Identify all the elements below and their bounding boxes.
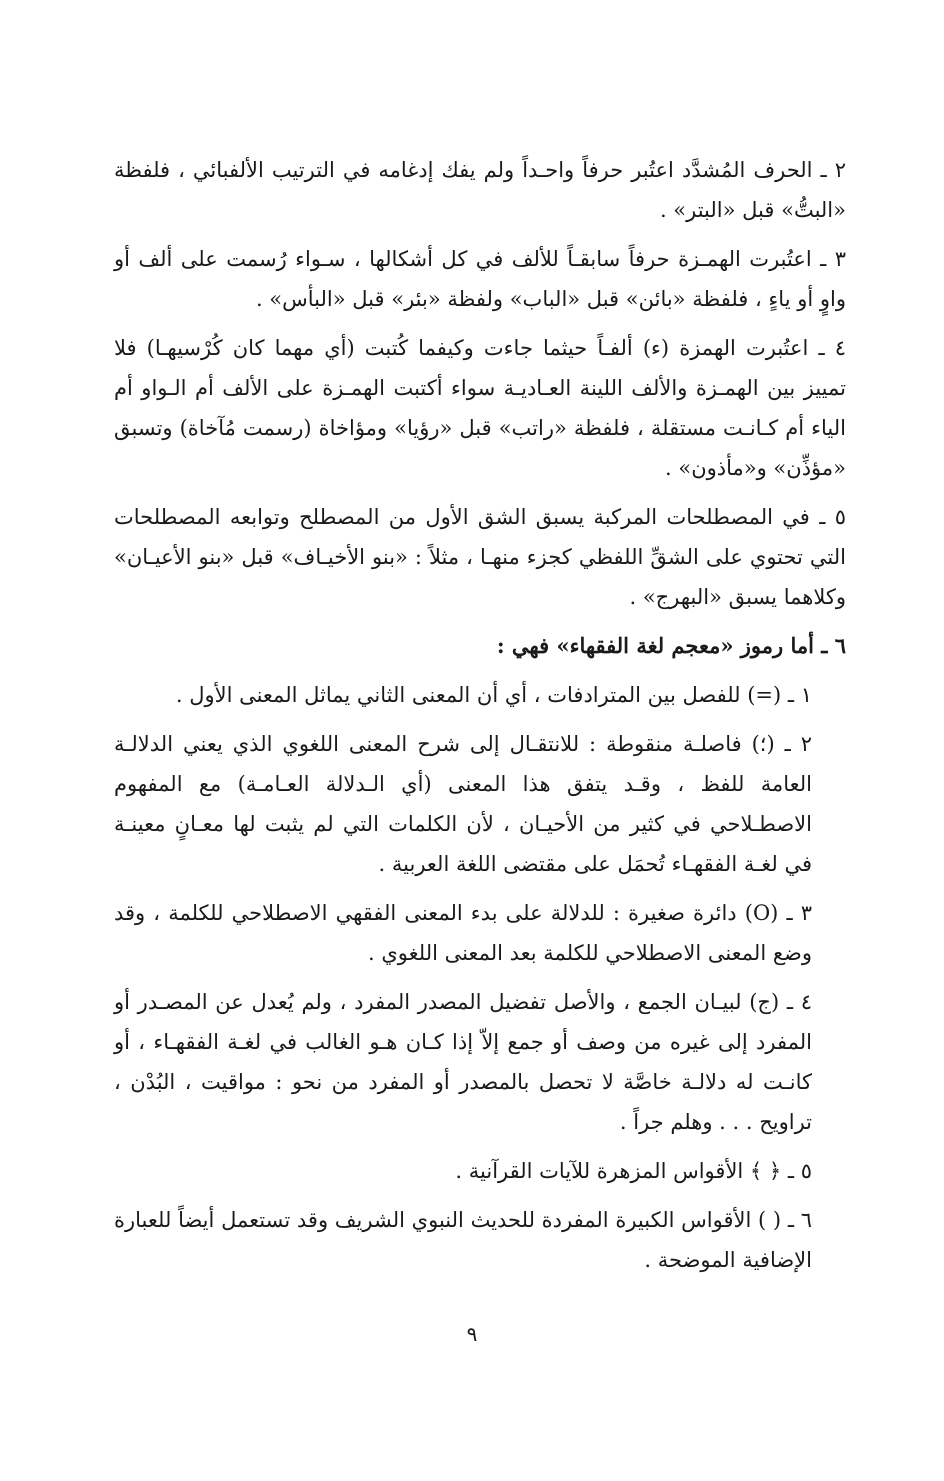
rule-3: ٣ ـ اعتُبرت الهمـزة حرفاً سابقـاً للألف في كل أشكالها ، سـواء رُسمت على ألف أو واوٍ أو ياءٍ ، فلفظة «بائن» قبل «الباب» ولفظة «بئر» قبل «البأس» .: [114, 247, 846, 311]
symbol-ornate-brackets: ٥ ـ ﴿ ﴾ الأقواس المزهرة للآيات القرآنية .: [455, 1159, 812, 1183]
symbol-jeem: ٤ ـ (ج) لبيـان الجمع ، والأصل تفضيل المصدر المفرد ، ولم يُعدل عن المصـدر أو المفرد إلى غيره من وصف أو جمع إلاّ إذا كـان هـو الغالب في لغـة الفقهـاء ، أو كانـت له دلالـة خاصَّة لا تحصل بالمصدر أو المفرد من نحو : مواقيت ، البُدْن ، تراويح . . . وهلم جراً .: [114, 990, 812, 1134]
page-number: ٩: [466, 1322, 478, 1346]
rule-4: ٤ ـ اعتُبرت الهمزة (ء) ألفـاً حيثما جاءت وكيفما كُتبت (أي مهما كان كُرْسيهـا) فلا تمييز بين الهمـزة والألف اللينة العـاديـة سواء أكتبت الهمـزة على الألف أم الـواو أم الياء أم كـانـت مستقلة ، فلفظة «راتب» قبل «رؤيا» ومؤاخاة (رسمت مُآخاة) وتسبق «مؤذِّن» و«مأذون» .: [114, 336, 846, 480]
rule-2: ٢ ـ الحرف المُشدَّد اعتُبر حرفاً واحـداً ولم يفك إدغامه في الترتيب الألفبائي ، فلفظة «البتُّ» قبل «البتر» .: [114, 158, 846, 222]
symbols-heading: ٦ ـ أما رموز «معجم لغة الفقهاء» فهي :: [496, 633, 846, 658]
symbol-semicolon: ٢ ـ (؛) فاصلـة منقوطة : للانتقـال إلى شرح المعنى اللغوي الذي يعني الدلالـة العامة للفظ ، وقـد يتفق هذا المعنى (أي الـدلالة العـامـة) مع المفهوم الاصطـلاحي في كثير من الأحيـان ، لأن الكلمات التي لم يثبت لها معـانٍ معينـة في لغـة الفقهـاء تُحمَل على مقتضى اللغة العربية .: [114, 732, 812, 876]
symbol-circle: ٣ ـ (O) دائرة صغيرة : للدلالة على بدء المعنى الفقهي الاصطلاحي للكلمة ، وقد وضع المعنى الاصطلاحي للكلمة بعد المعنى اللغوي .: [114, 901, 812, 965]
page-body: [114, 150, 846, 1289]
rule-5: ٥ ـ في المصطلحات المركبة يسبق الشق الأول من المصطلح وتوابعه المصطلحات التي تحتوي على الشقِّ اللفظي كجزء منهـا ، مثلاً : «بنو الأخيـاف» قبل «بنو الأعيـان» وكلاهما يسبق «البهرج» .: [114, 505, 846, 609]
symbol-parentheses: ٦ ـ ( ) الأقواس الكبيرة المفردة للحديث النبوي الشريف وقد تستعمل أيضاً للعبارة الإضافية الموضحة .: [114, 1208, 812, 1272]
symbol-equals: ١ ـ (=) للفصل بين المترادفات ، أي أن المعنى الثاني يماثل المعنى الأول .: [175, 683, 812, 707]
